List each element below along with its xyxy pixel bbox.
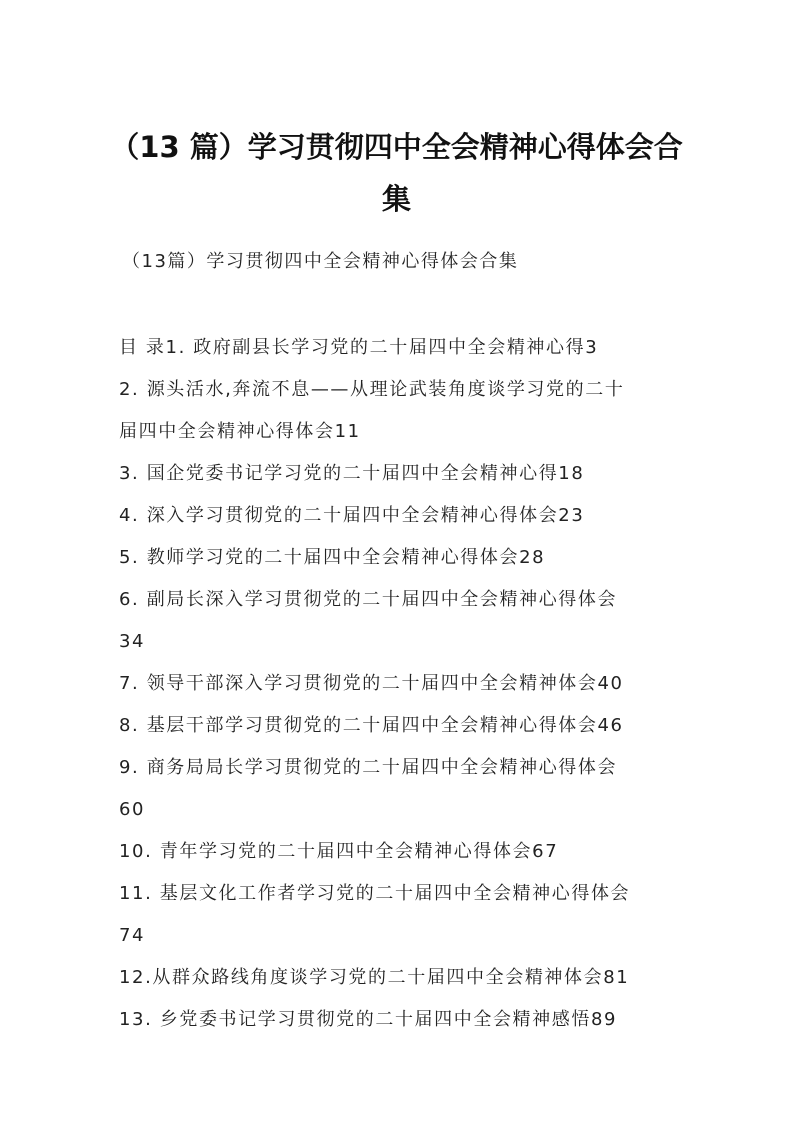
toc-line: 12.从群众路线角度谈学习党的二十届四中全会精神体会81 <box>119 967 630 988</box>
document-title <box>100 121 693 225</box>
toc-line: 34 <box>119 631 146 652</box>
toc-line: 届四中全会精神心得体会11 <box>119 421 361 442</box>
toc-line: 13. 乡党委书记学习贯彻党的二十届四中全会精神感悟89 <box>119 1009 618 1030</box>
toc-line: 4. 深入学习贯彻党的二十届四中全会精神心得体会23 <box>119 505 585 526</box>
toc-line: 60 <box>119 799 146 820</box>
toc-line: 7. 领导干部深入学习贯彻党的二十届四中全会精神体会40 <box>119 673 624 694</box>
toc-line: 3. 国企党委书记学习党的二十届四中全会精神心得18 <box>119 463 585 484</box>
toc-line: 6. 副局长深入学习贯彻党的二十届四中全会精神心得体会 <box>119 589 618 610</box>
toc-line: 9. 商务局局长学习贯彻党的二十届四中全会精神心得体会 <box>119 757 618 778</box>
table-of-contents <box>119 327 679 1041</box>
toc-line: 目 录1. 政府副县长学习党的二十届四中全会精神心得3 <box>119 337 599 358</box>
toc-line: 10. 青年学习党的二十届四中全会精神心得体会67 <box>119 841 559 862</box>
title-line-2: 集 <box>381 182 411 216</box>
toc-line: 11. 基层文化工作者学习党的二十届四中全会精神心得体会 <box>119 883 631 904</box>
toc-line: 5. 教师学习党的二十届四中全会精神心得体会28 <box>119 547 546 568</box>
title-line-1: （13 篇）学习贯彻四中全会精神心得体会合 <box>110 130 683 164</box>
toc-line: 8. 基层干部学习贯彻党的二十届四中全会精神心得体会46 <box>119 715 624 736</box>
toc-line: 2. 源头活水,奔流不息——从理论武装角度谈学习党的二十 <box>119 379 625 400</box>
document-subtitle: （13篇）学习贯彻四中全会精神心得体会合集 <box>122 251 519 272</box>
toc-line: 74 <box>119 925 146 946</box>
